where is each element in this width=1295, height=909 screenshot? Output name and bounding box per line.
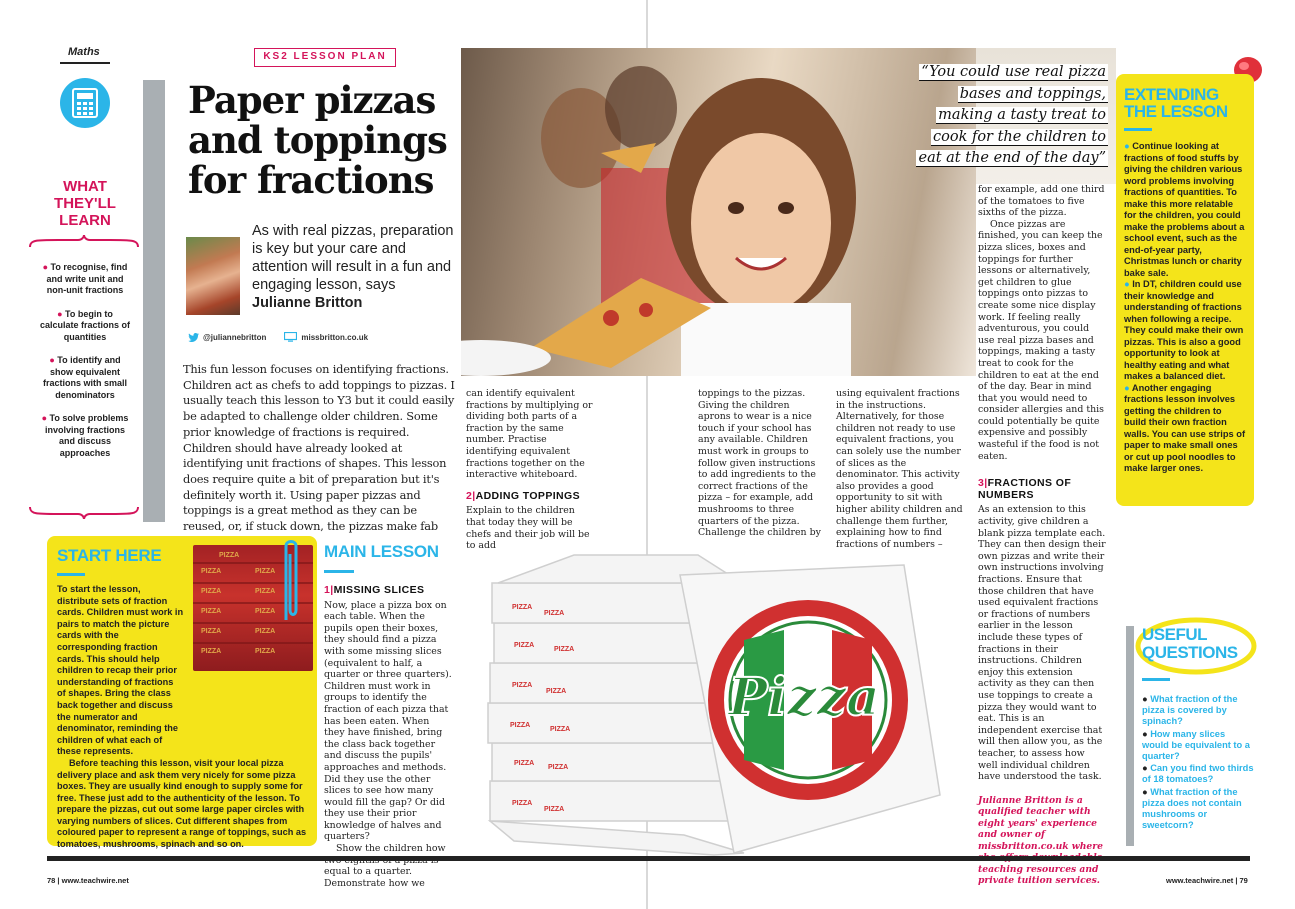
learn-item: ● To identify and show equivalent fractions with small denominators <box>42 355 128 400</box>
website-url: missbritton.co.uk <box>301 332 369 342</box>
author-bio: Julianne Britton is a qualified teacher with eight years' experience and owner of missbritton.co.uk where teaching resources and private tuition services. <box>978 794 1103 887</box>
body-paragraph: Once pizzas are finished, you can keep the pizza slices, boxes and toppings for further lessons or alternatively, get children to glue toppings onto pizzas to create some nice display work. If feeling really adventurous, you could use real pizza bases and toppings, making a tasty treat to cook for the children to eat at the end of the day. Bear in mind that you would need to consider allergies and this could potentially be quite expensive and possibly wasteful if the food is not eaten. <box>978 218 1104 462</box>
lesson-tag: KS2 LESSON PLAN <box>254 48 396 67</box>
twitter-icon <box>188 333 199 342</box>
start-here-rule <box>57 573 85 576</box>
svg-text:PIZZA: PIZZA <box>544 806 565 813</box>
calculator-icon <box>60 78 110 128</box>
body-paragraph: toppings to the pizzas. Giving the children aprons to wear is a nice touch if your school has any available. Children must work in groups to follow given instructions to add ingredients to the correct fractions of the pizza – for example, add mushrooms to three quarters of the pizza. Challenge the children by <box>698 388 821 539</box>
twitter-handle: @juliannebritton <box>203 332 267 342</box>
article-title: Paper pizzas and toppings for fractions <box>188 78 447 202</box>
extending-title: EXTENDING THE LESSON <box>1124 85 1228 121</box>
extending-lesson-box <box>1116 74 1254 506</box>
svg-text:PIZZA: PIZZA <box>544 610 565 617</box>
svg-text:PIZZA: PIZZA <box>255 648 276 655</box>
pull-quote <box>912 62 1108 170</box>
useful-questions-title: USEFUL QUESTIONS <box>1142 625 1238 662</box>
svg-text:PIZZA: PIZZA <box>510 722 531 729</box>
extending-item: ● Another engaging fractions lesson involves getting the children to build their own fraction walls. You can use strips of paper to make small ones or cut up pool noodles to make larger ones. <box>1124 382 1246 473</box>
social-row <box>188 332 368 342</box>
body-column-1 <box>466 388 594 552</box>
quote-line: making a tasty treat to <box>938 107 1106 123</box>
body-column-3 <box>836 388 964 550</box>
body-paragraph: using equivalent fractions in the instructions. Alternatively, for those children not ready to use equivalent fractions, you can solely use the number of slices as the denominator. This activity also provides a good opportunity to sit with higher ability children and challenge them further, explaining how to find fractions of numbers – <box>836 388 963 550</box>
quote-line: “You could use real pizza <box>921 64 1106 80</box>
start-paragraph: Before teaching this lesson, visit your local pizza delivery place and ask them very nicely for some pizza boxes. They are usually kind enough to supply some for free. These just add to the authenticity of the lesson. To prepare the pizzas, cut out some large paper circles with varying numbers of slices. Cut different shapes from coloured paper to represent a range of toppings, such as tomatoes, mushrooms, spinach and so on. <box>57 757 307 850</box>
svg-text:PIZZA: PIZZA <box>554 646 575 653</box>
monitor-icon <box>284 332 297 342</box>
extending-body <box>1124 141 1246 475</box>
extending-item: ● Continue looking at fractions of food stuffs by giving the children various word problems involving fractions of quantities. To make this more relatable for the children, you could make the problems about a school event, such as the end-of-year party, Christmas lunch or charity bake sale. <box>1124 141 1245 278</box>
body-paragraph: Show the children how equal to a quarter. Demonstrate how we <box>324 843 446 889</box>
svg-text:PIZZA: PIZZA <box>550 726 571 733</box>
svg-text:PIZZA: PIZZA <box>512 604 533 611</box>
svg-text:PIZZA: PIZZA <box>201 628 222 635</box>
question-item: ● How many slices would be equivalent to a quarter? <box>1142 728 1250 762</box>
body-column-4 <box>978 184 1106 887</box>
pizza-boxes-illustration <box>484 535 944 865</box>
body-paragraph: can identify equivalent fractions by multiplying or dividing both parts of a fraction by the same number. Practise identifying equivalent fractions together on the interactive whiteboard. <box>466 388 593 481</box>
quote-line: cook for the children to <box>932 128 1106 145</box>
svg-text:PIZZA: PIZZA <box>548 764 569 771</box>
learn-item: ● To recognise, find and write unit and non-unit fractions <box>42 262 128 295</box>
svg-text:PIZZA: PIZZA <box>255 568 276 575</box>
body-paragraph: As an extension to this activity, give children a blank pizza template each. They can then design their own pizzas and write their own instructions involving fractions. Ensure that those children that have used equivalent fractions or fractions of numbers earlier in the lesson include these types of fractions in their instructions. Children enjoy this extension activity as they can then use toppings to create a pizza they would want to eat. This is an independent exercise that will then allow you, as the teacher, to assess how well individual children have understood the task. <box>978 504 1106 783</box>
brace-top-icon <box>28 234 140 248</box>
svg-text:PIZZA: PIZZA <box>546 688 567 695</box>
svg-text:PIZZA: PIZZA <box>201 588 222 595</box>
main-lesson-column <box>324 577 452 889</box>
svg-text:PIZZA: PIZZA <box>512 682 533 689</box>
subhead-adding-toppings: 2|ADDING TOPPINGS <box>466 489 580 502</box>
extending-rule <box>1124 128 1152 131</box>
start-here-title: START HERE <box>57 546 162 565</box>
svg-text:PIZZA: PIZZA <box>255 608 276 615</box>
main-lesson-rule <box>324 570 354 573</box>
standfirst-text: As with real pizzas, preparation is key but your care and attention will result in a fun and engaging lesson, says <box>252 223 454 293</box>
body-paragraph: Explain to the children that today they will be chefs and their job will be to add <box>466 505 590 552</box>
useful-questions-rule <box>1142 678 1170 681</box>
section-label: Maths <box>68 46 100 58</box>
section-rule <box>60 62 110 64</box>
svg-text:PIZZA: PIZZA <box>514 642 535 649</box>
hero-photo <box>461 48 976 376</box>
quote-line: eat at the end of the day” <box>918 150 1106 166</box>
svg-text:PIZZA: PIZZA <box>512 800 533 807</box>
author-name: Julianne Britton <box>252 295 363 311</box>
svg-text:PIZZA: PIZZA <box>201 568 222 575</box>
body-paragraph: Now, place a pizza box on each table. When the pupils open their boxes, they should find a pizza with some missing slices (equivalent to half, a quarter or three quarters). Children must work in groups to identify the fraction of each pizza that has been eaten. When they have finished, bring the class back together and discuss the pupils' approaches and methods. Did they use the other slices to see how many would fill the gap? Or did they use their prior knowledge of halves and quarters? <box>324 599 452 843</box>
useful-questions-list <box>1142 694 1254 832</box>
question-item: ● Can you find two thirds of 18 tomatoes? <box>1142 763 1254 785</box>
svg-text:PIZZA: PIZZA <box>201 648 222 655</box>
question-item: ● What fraction of the pizza is covered by spinach? <box>1142 694 1238 727</box>
website-link[interactable] <box>284 332 368 342</box>
svg-text:PIZZA: PIZZA <box>255 588 276 595</box>
learn-item: ● To begin to calculate fractions of quantities <box>39 308 131 342</box>
svg-text:PIZZA: PIZZA <box>219 552 240 559</box>
accent-bar <box>143 80 165 522</box>
start-paragraph: To start the lesson, distribute sets of fraction cards. Children must work in pairs to match the picture cards with the corresponding fraction cards. This should help children to recap their prior understanding of fractions of shapes. Bring the class back together and discuss the numerator and denominator, reminding the children of what each of these represents. <box>57 584 184 757</box>
main-lesson-title: MAIN LESSON <box>324 542 439 561</box>
pizza-logo-word: Pizza <box>728 667 880 728</box>
extending-item: ● In DT, children could use their knowledge and understanding of fractions when following a recipe. They could make their own pizzas. This is also a good opportunity to look at healthy eating and what makes a balanced diet. <box>1124 279 1244 381</box>
svg-text:PIZZA: PIZZA <box>255 628 276 635</box>
svg-text:PIZZA: PIZZA <box>201 608 222 615</box>
quote-line: bases and toppings, <box>959 85 1106 102</box>
footer-left: 78 | www.teachwire.net <box>47 876 129 885</box>
learn-title: WHAT THEY'LL LEARN <box>54 178 116 229</box>
useful-accent-bar <box>1126 626 1134 846</box>
standfirst <box>252 222 457 312</box>
learn-item: ● To solve problems involving fractions and discuss approaches <box>41 413 129 458</box>
svg-text:PIZZA: PIZZA <box>514 760 535 767</box>
learn-list <box>38 262 132 471</box>
twitter-link[interactable] <box>188 333 266 342</box>
brace-bottom-icon <box>28 506 140 520</box>
body-column-2 <box>698 388 824 539</box>
body-paragraph: for example, add one third of the tomatoes to five sixths of the pizza. <box>978 184 1105 219</box>
subhead-fractions-of-numbers: 3|FRACTIONS OF NUMBERS <box>978 477 1072 501</box>
footer-right: www.teachwire.net | 79 <box>1166 876 1248 885</box>
footer-rule <box>47 856 1250 861</box>
question-item: ● What fraction of the pizza does not contain mushrooms or sweetcorn? <box>1142 786 1242 831</box>
intro-paragraph: This fun lesson focuses on identifying fractions. Children act as chefs to add toppings to pizzas. I usually teach this lesson to Y3 but it could easily be adapted to challenge older children. Some prior knowledge of fractions is required. Children should have already looked at identifying unit fractions of shapes. This lesson does require quite a bit of preparation but it's definitely worth it. Using paper pizzas and toppings is a great method as they can be reused, or, if stuck down, the pizzas make fab <box>183 362 455 534</box>
author-photo <box>186 237 240 315</box>
subhead-missing-slices: 1|MISSING SLICES <box>324 584 425 596</box>
start-here-body <box>57 584 312 851</box>
